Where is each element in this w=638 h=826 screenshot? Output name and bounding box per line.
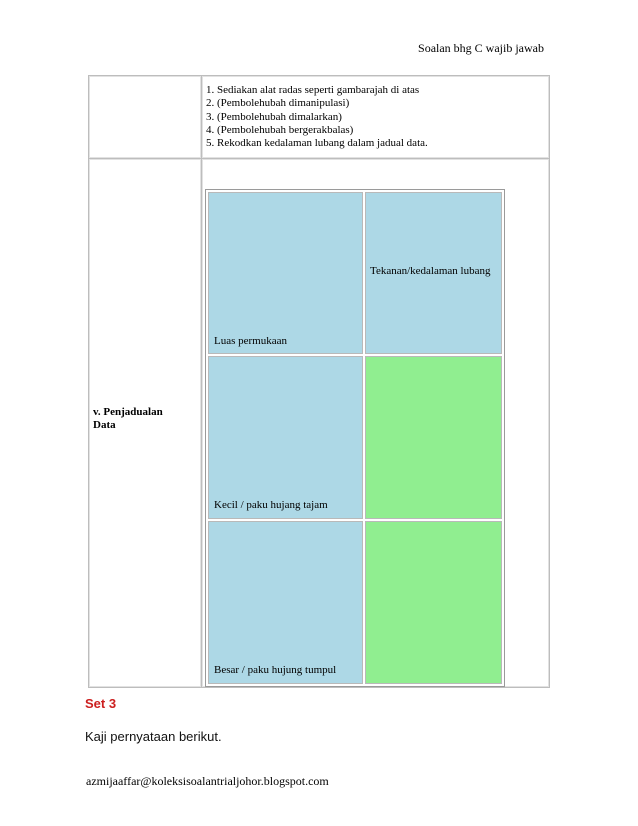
answer-cell[interactable] xyxy=(365,521,502,684)
question-table xyxy=(88,75,550,688)
row-label: Besar / paku hujung tumpul xyxy=(208,521,363,684)
row-label: Kecil / paku hujang tajam xyxy=(208,356,363,519)
section-label-line1: v. Penjadualan xyxy=(93,406,163,418)
data-table-cell xyxy=(202,159,550,688)
data-table-header-row xyxy=(208,192,502,354)
procedure-cell xyxy=(202,76,550,159)
procedure-step: 3. (Pembolehubah dimalarkan) xyxy=(206,110,342,123)
data-table xyxy=(205,189,505,687)
procedure-steps xyxy=(202,76,549,156)
set-title: Set 3 xyxy=(85,696,117,711)
procedure-step: 1. Sediakan alat radas seperti gambarajah di atas xyxy=(206,84,420,96)
procedure-row xyxy=(89,76,550,159)
answer-cell[interactable] xyxy=(365,356,502,519)
header-pressure-depth: Tekanan/kedalaman lubang xyxy=(365,192,502,354)
section-label-cell xyxy=(89,159,202,688)
procedure-step: 4. (Pembolehubah bergerakbalas) xyxy=(206,123,354,136)
data-table-row xyxy=(208,356,502,519)
section-label-line2: Data xyxy=(93,419,116,431)
section-label xyxy=(89,406,201,432)
data-tabulation-row xyxy=(89,159,550,688)
data-table-row xyxy=(208,521,502,684)
procedure-label-cell xyxy=(89,76,202,159)
instruction-text: Kaji pernyataan berikut. xyxy=(85,729,222,744)
header-note: Soalan bhg C wajib jawab xyxy=(418,41,544,55)
procedure-step: 2. (Pembolehubah dimanipulasi) xyxy=(206,97,350,110)
procedure-step: 5. Rekodkan kedalaman lubang dalam jadual data. xyxy=(206,137,428,150)
header-surface-area: Luas permukaan xyxy=(208,192,363,354)
footer-email: azmijaaffar@koleksisoalantrialjohor.blogspot.com xyxy=(86,774,329,788)
